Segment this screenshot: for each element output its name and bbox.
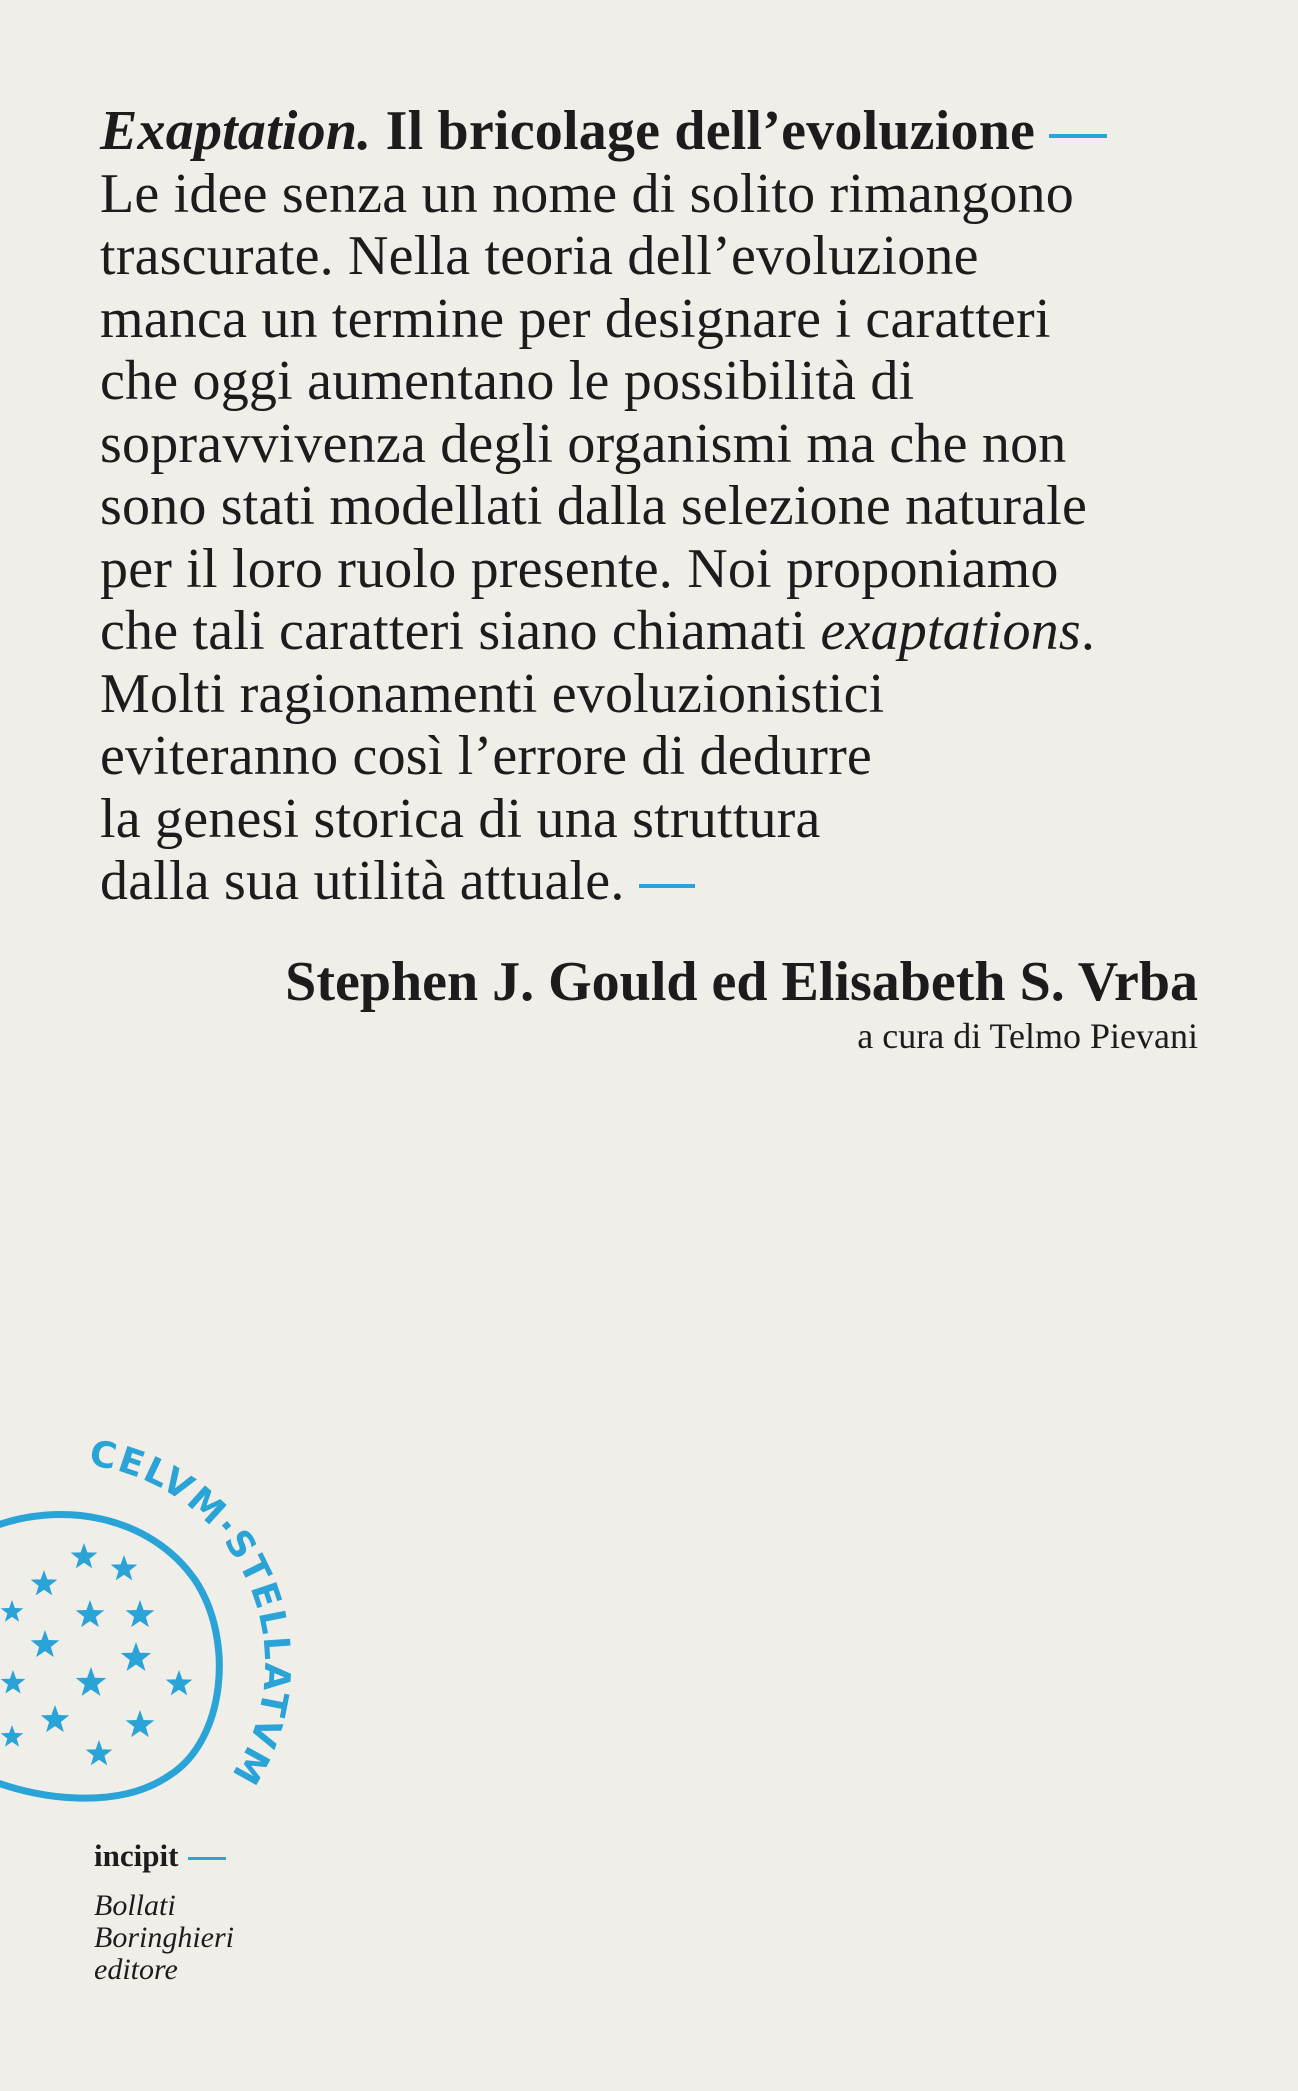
- blurb-line: per il loro ruolo presente. Noi proponiamo: [100, 537, 1059, 600]
- publisher-logo: [94, 1890, 234, 1986]
- exapt-italic: exaptations: [820, 600, 1081, 662]
- blurb-line: sono stati modellati dalla selezione naturale: [100, 475, 1088, 537]
- authors: Stephen J. Gould ed Elisabeth S. Vrba: [285, 951, 1198, 1013]
- seal-lettering: CELVM·STELLATVM: [86, 1433, 298, 1793]
- blurb-line: trascurate. Nella teoria dell’evoluzione: [100, 225, 979, 287]
- blurb-line: che oggi aumentano le possibilità di: [100, 350, 915, 412]
- blurb-line-exaptations: [100, 600, 1200, 663]
- publisher-line: Bollati: [94, 1889, 176, 1922]
- exapt-suffix: .: [1080, 600, 1096, 662]
- title-italic: Exaptation.: [100, 100, 372, 162]
- publisher-line: editore: [94, 1953, 178, 1986]
- series-dash: [188, 1857, 226, 1860]
- exapt-prefix: che tali caratteri siano chiamati: [100, 600, 821, 662]
- svg-text:CELVM·STELLATVM: [86, 1433, 297, 1793]
- blurb-line: Molti ragionamenti evoluzionistici: [100, 662, 885, 725]
- blurb-line: sopravvivenza degli organismi ma che non: [100, 412, 1067, 475]
- blurb: [100, 100, 1200, 913]
- blurb-title: [100, 100, 1200, 163]
- blurb-line: eviteranno così l’errore di dedurre: [100, 725, 872, 787]
- blurb-line: la genesi storica di una struttura: [100, 787, 821, 850]
- title-dash: [1049, 134, 1107, 138]
- publisher-line: Boringhieri: [94, 1921, 234, 1954]
- celum-stellatum-seal-icon: [0, 1420, 320, 1830]
- end-dash: [639, 884, 695, 888]
- title-rest: Il bricolage dell’evoluzione: [385, 100, 1036, 162]
- blurb-last-line: [100, 850, 1200, 913]
- last-line-text: dalla sua utilità attuale.: [100, 850, 625, 912]
- series-label: [94, 1838, 226, 1874]
- curator: a cura di Telmo Pievani: [857, 1016, 1198, 1056]
- blurb-line: manca un termine per designare i caratteri: [100, 287, 1051, 350]
- series-text: incipit: [94, 1838, 179, 1873]
- blurb-line: Le idee senza un nome di solito rimangono: [100, 162, 1074, 225]
